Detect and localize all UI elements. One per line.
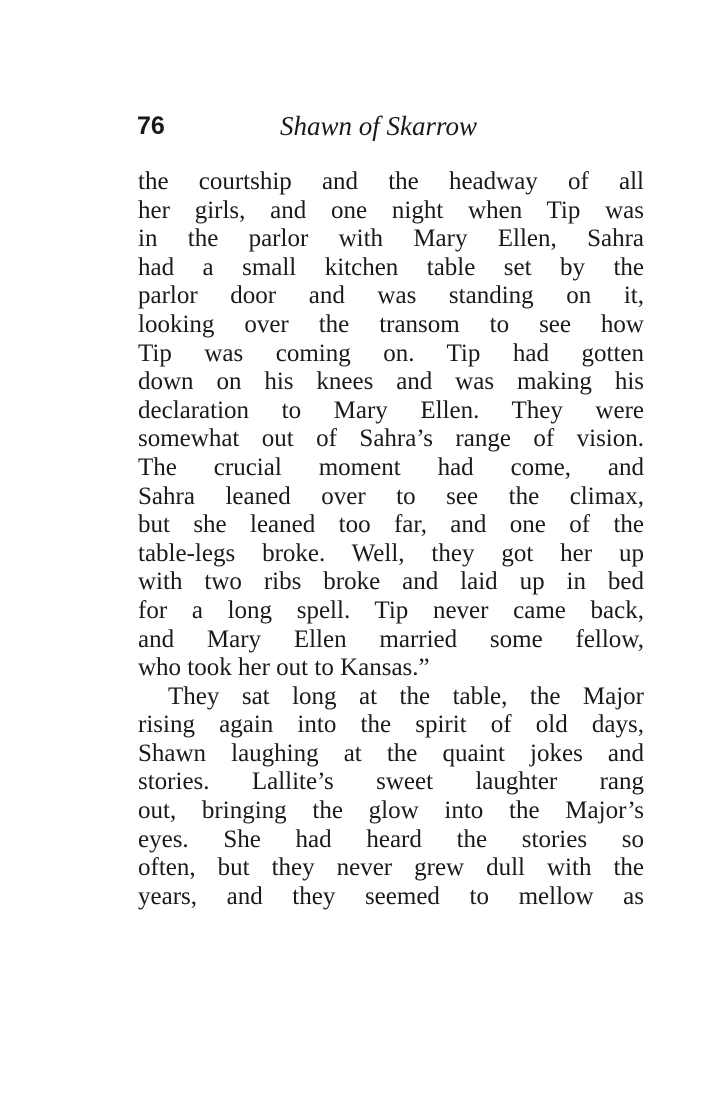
text-line: looking over the transom to see how — [138, 310, 644, 338]
text-line: The crucial moment had come, and — [138, 453, 644, 481]
running-title: Shawn of Skarrow — [280, 111, 478, 141]
text-line: but she leaned too far, and one of the — [138, 511, 644, 539]
text-line: Shawn laughing at the quaint jokes and — [138, 739, 644, 767]
text-line: years, and they seemed to mellow as — [138, 882, 644, 910]
text-line: her girls, and one night when Tip was — [138, 196, 644, 224]
text-line: out, bringing the glow into the Major’s — [138, 797, 644, 825]
text-line: stories. Lallite’s sweet laughter rang — [138, 768, 644, 796]
running-head — [137, 106, 645, 146]
text-line: down on his knees and was making his — [138, 368, 644, 396]
text-line: often, but they never grew dull with the — [138, 854, 644, 882]
text-line: with two ribs broke and laid up in bed — [138, 568, 644, 596]
text-line: eyes. She had heard the stories so — [138, 825, 644, 853]
text-line: table-legs broke. Well, they got her up — [138, 539, 644, 567]
text-line-paragraph-end: who took her out to Kansas.” — [138, 654, 430, 682]
text-line: the courtship and the headway of all — [138, 168, 644, 195]
text-line: had a small kitchen table set by the — [138, 253, 644, 281]
text-line: Tip was coming on. Tip had gotten — [138, 339, 644, 367]
page-number: 76 — [137, 112, 165, 140]
text-line: parlor door and was standing on it, — [138, 282, 644, 310]
text-line: rising again into the spirit of old days, — [138, 711, 644, 739]
text-line-paragraph-start: They sat long at the table, the Major — [168, 682, 644, 710]
text-line: and Mary Ellen married some fellow, — [138, 625, 644, 653]
text-line: Sahra leaned over to see the climax, — [138, 482, 644, 510]
text-line: for a long spell. Tip never came back, — [138, 596, 644, 624]
text-line: in the parlor with Mary Ellen, Sahra — [138, 225, 644, 253]
body-text — [138, 168, 644, 911]
text-line: declaration to Mary Ellen. They were — [138, 396, 644, 424]
text-line: somewhat out of Sahra’s range of vision. — [138, 425, 644, 453]
